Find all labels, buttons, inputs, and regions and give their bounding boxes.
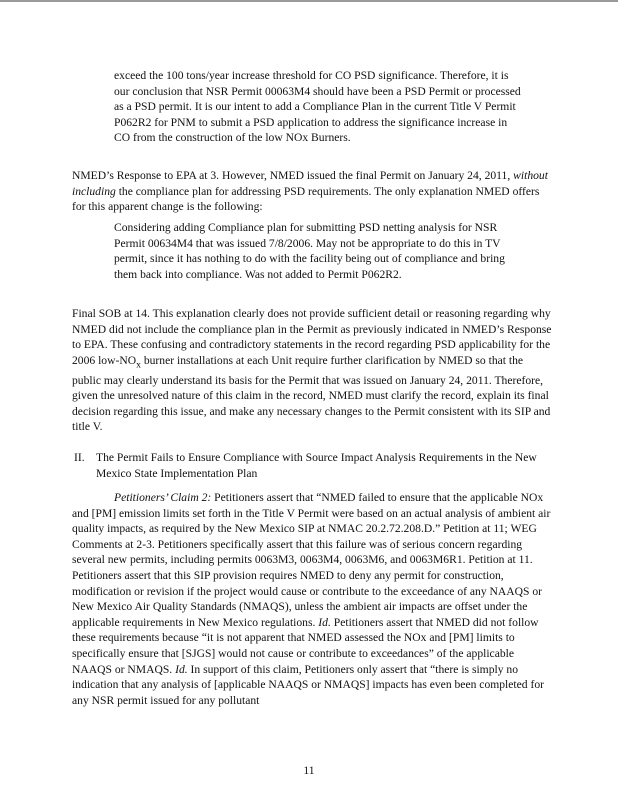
citation-id: Id. [175,662,188,676]
block-quote-nmed-response: exceed the 100 tons/year increase threshold for CO PSD significance. Therefore, it is our conclusion that NSR Permit 00063M4 should have been a PSD Permit or processed as a PSD permit. It is our intent to add a Compliance Plan in the current Title V Permit P062R2 for PNM to submit a PSD application to address the significance increase in CO from the construction of the low NOx Burners. [114,69,521,145]
paragraph-claim-2 [72,490,552,708]
paragraph-text: Petitioners assert that NMED did not follow these requirements because “it is not apparent that NMED assessed the NOx and [PM] limits to specifically ensure that [SJGS] would not cause or contribute to exceedances” of the applicable NAAQS or NMAQS. [72,615,539,676]
citation-id: Id. [318,615,331,629]
paragraph-text: Petitioners assert that “NMED failed to ensure that the applicable NOx and [PM] emission limits set forth in the Title V Permit were based on an actual analysis of ambient air quality impacts, as required by the New Mexico SIP at NMAC 20.2.72.208.D.” Petition at 11; WEG Comments at 2-3. Petitioners specifically assert that this failure was of serious concern regarding several new permits, including permits 0063M3, 0063M4, 0063M6, and 0063M6R1. Petition at 11. Petitioners assert that this SIP provision requires NMED to deny any permit for construction, modification or revision if the project would cause or contribute to the exceedance of any NAAQS or New Mexico Air Quality Standards (NMAQS), unless the ambient air impacts are offset under the applicable requirements in New Mexico regulations. [72,491,551,629]
paragraph-text: NMED’s Response to EPA at 3. However, NMED issued the final Permit on January 24, 2011, [72,169,514,182]
paragraph-final-sob [72,306,552,435]
page-number: 11 [303,764,315,777]
page-top-rule [0,0,618,2]
claim-label: Petitioners’ Claim 2: [114,491,212,504]
paragraph-text: burner installations at each Unit require further clarification by NMED so that the public may clearly understand its basis for the Permit that was issued on January 24, 2011. Therefore, given the unresolved nature of this claim in the record, NMED must clarify the record, explain its final decision regarding this issue, and make any necessary changes to the Permit consistent with its SIP and title V. [72,353,551,434]
section-title: The Permit Fails to Ensure Compliance with Source Impact Analysis Requirements in the New Mexico State Implementation Plan [96,451,537,480]
emphasis-text: without including [72,169,548,198]
paragraph-text: In support of this claim, Petitioners only assert that “there is simply no indication that any analysis of [applicable NAAQS or NMAQS] impacts has even been completed for any NSR permit issued for any pollutant [72,662,544,707]
subscript-text: x [136,359,141,371]
paragraph-final-permit [72,168,552,215]
section-heading [74,450,544,481]
paragraph-text: the compliance plan for addressing PSD requirements. The only explanation NMED offers for this apparent change is the following: [72,184,540,214]
paragraph-text: Final SOB at 14. This explanation clearly does not provide sufficient detail or reasoning regarding why NMED did not include the compliance plan in the Permit as previously indicated in NMED’s Response to EPA. These confusing and contradictory statements in the record regarding PSD applicability for the 2006 low-NO [72,307,552,367]
section-number: II. [74,451,85,464]
block-quote-compliance-plan: Considering adding Compliance plan for submitting PSD netting analysis for NSR Permit 00634M4 that was issued 7/8/2006. May not be appropriate to do this in TV permit, since it has nothing to do with the facility being out of compliance and bring them back into compliance. Was not added to Permit P062R2. [114,221,505,281]
